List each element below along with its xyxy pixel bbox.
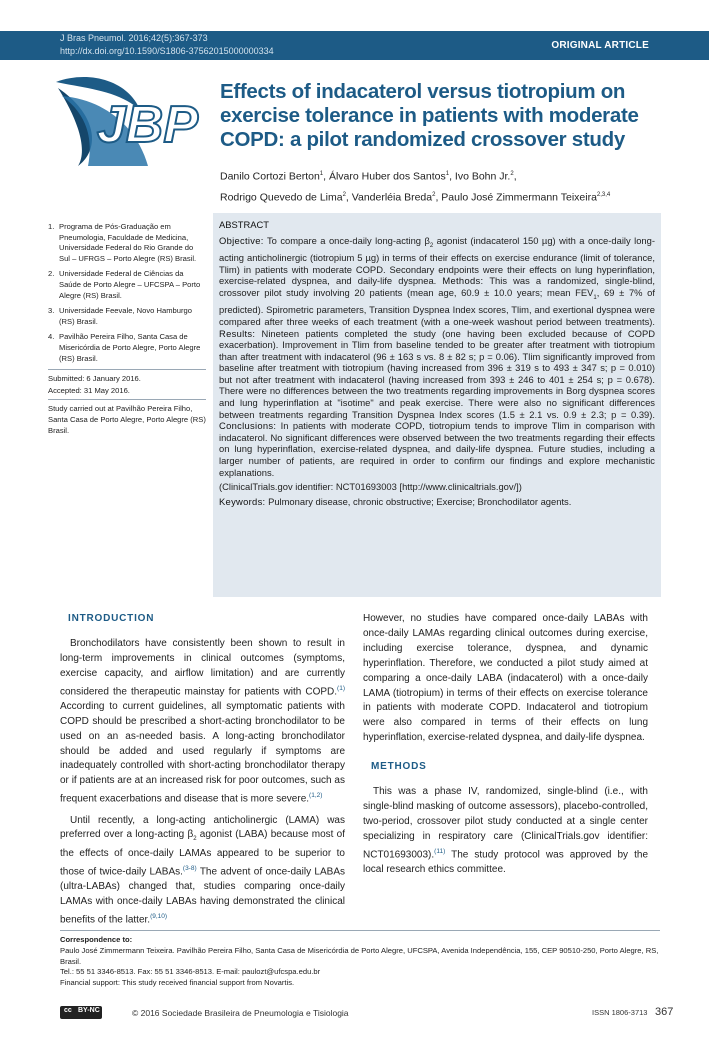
divider [48,369,206,370]
article-title: Effects of indacaterol versus tiotropium on exercise tolerance in patients with moderate COPD: a pilot randomized crossover study [220,80,639,151]
affiliation-list [48,222,206,364]
reference-link[interactable]: (1) [337,684,345,692]
correspondence-address: Paulo José Zimmermann Teixeira. Pavilhão Pereira Filho, Santa Casa de Misericórdia de Porto Alegre, UFCSPA, Avenida Independência, 155, CEP 90510-250, Porto Alegre, RS, Brasil. [60,946,659,966]
abstract-box [213,213,661,597]
page-footer [60,1003,675,1023]
introduction-heading: INTRODUCTION [68,613,155,624]
affiliations-sidebar [48,222,206,436]
reference-link[interactable]: (1,2) [309,792,323,800]
copyright-notice: © 2016 Sociedade Brasileira de Pneumologia e Tisiologia [132,1008,349,1018]
reference-link[interactable]: (9,10) [150,913,168,921]
article-type-label: ORIGINAL ARTICLE [551,40,649,51]
abstract-heading: ABSTRACT [219,219,270,230]
submitted-date: Submitted: 6 January 2016. [48,374,141,384]
journal-header-bar [0,31,709,60]
accepted-date: Accepted: 31 May 2016. [48,385,130,395]
body-column-left [60,612,345,935]
correspondence-heading: Correspondence to: [60,935,133,944]
submission-dates [48,374,206,396]
body-column-right [363,612,648,884]
correspondence-block [60,930,660,988]
methods-paragraph-1: This was a phase IV, randomized, single-blind (i.e., with single-blind masking of outcome assessors), placebo-controlled, two-period, crossover pilot study conducted at a single center specializing in respiratory care (ClinicalTrials.gov identifier: NCT01693003).$^{(11)}$ The study protocol was approved by the local research ethics committee. [363,786,648,875]
correspondence-contact: Tel.: 55 51 3346-8513. Fax: 55 51 3346-8513. E-mail: paulozt@ufcspa.edu.br [60,967,321,977]
methods-heading: METHODS [371,761,427,773]
jbp-logo [48,70,208,170]
intro-paragraph-1: Bronchodilators have consistently been shown to result in long-term improvements in clinical outcomes (symptoms, exercise capacity, and airflow limitation) and are currently considered the therapeutic mainstay for patients with COPD.$^{(1)}$ According to current guidelines, all symptomatic patients with COPD should be prescribed a short-acting bronchodilator to be used on an as-needed basis. A long-acting bronchodilator should be added and used regularly if symptoms are inadequately controlled with short-acting bronchodilator therapy or if patients are at an increased risk for poor outcomes, such as frequent exacerbations and disease that is more severe.$^{(1,2)}$ [60,637,345,805]
affiliation-item: 4. Pavilhão Pereira Filho, Santa Casa de Misericórdia de Porto Alegre, Porto Alegre (RS) Brasil. [48,332,201,363]
affiliation-item: 1. Programa de Pós-Graduação em Pneumologia, Faculdade de Medicina, Universidade Federal do Rio Grande do Sul – UFRGS – Porto Alegre (RS) Brasil. [48,222,197,263]
author-line-2: Rodrigo Quevedo de Lima$^2$, Vanderléia Breda$^2$, Paulo José Zimmermann Teixeira$^{2,3,4}$ [220,191,611,203]
trial-registry: (ClinicalTrials.gov identifier: NCT01693003 [http://www.clinicaltrials.gov/]) [219,481,522,493]
author-list [220,165,670,206]
author-line-1: Danilo Cortozi Berton$^1$, Álvaro Huber dos Santos$^1$, Ivo Bohn Jr.$^2$, [220,170,517,183]
jbp-logo-text: JBP [96,96,198,154]
intro-paragraph-3: However, no studies have compared once-daily LABAs with once-daily LAMAs regarding clinical outcomes during exercise, including exercise tolerance, dyspnea, and dynamic hyperinflation. Therefore, we conducted a pilot study aimed at comparing a once-daily LABA (indacaterol) with a once-daily LAMA (tiotropium) in terms of their effects on exercise tolerance in patients with moderate COPD. Indacaterol and tiotropium were also compared in terms of their effects on lung hyperinflation, exercise-related dyspnea, and daily-life dyspnea. [363,613,648,744]
journal-citation: J Bras Pneumol. 2016;42(5):367-373 [60,33,208,43]
doi-link[interactable]: http://dx.doi.org/10.1590/S1806-37562015000000334 [60,46,274,56]
issn: ISSN 1806-3713 [592,1008,648,1017]
study-location-note: Study carried out at Pavilhão Pereira Filho, Santa Casa de Porto Alegre, Porto Alegre (RS) Brasil. [48,404,206,435]
intro-paragraph-2: Until recently, a long-acting anticholinergic (LAMA) was preferred over a long-acting $\beta_2$ agonist (LABA) because most of the effects of once-daily LAMAs appeared to be superior to those of twice-daily LABAs.$^{(3-8)}$ The advent of once-daily LABAs (ultra-LABAs) changed that, studies comparing once-daily LAMAs with once-daily LABAs having demonstrated the clinical benefits of the latter.$^{(9,10)}$ [60,814,345,926]
page-number: 367 [655,1006,674,1018]
keywords: Keywords: Pulmonary disease, chronic obstructive; Exercise; Bronchodilator agents. [219,495,572,507]
cc-license-icon: cc BY-NC [60,1006,102,1019]
divider [48,399,206,400]
funding-note: Financial support: This study received financial support from Novartis. [60,977,295,987]
abstract-body: Objective: To compare a once-daily long-acting $\beta_2$ agonist (indacaterol 150 µg) with a once-daily long-acting anticholinergic (tiotropium 5 µg) in terms of their effects on exercise endurance (limit of tolerance, Tlim) in patients with moderate COPD. Secondary endpoints were their effects on lung hyperinflation, exercise-related dyspnea, and daily-life dyspnea. Methods: This was a randomized, single-blind, crossover pilot study involving 20 patients (mean age, 60.9 ± 10.0 years; mean $FEV_1$, 69 ± 7% of predicted). Spirometric parameters, Transition Dyspnea Index scores, Tlim, and exertional dyspnea were compared after three weeks of each treatment (with a one-week washout period between treatments). Results: Nineteen patients completed the study (one having been excluded because of COPD exacerbation). Improvement in Tlim from baseline tended to be greater after treatment with tiotropium than after treatment with indacaterol (96 ± 163 s vs. 8 ± 82 s; p = 0.06). Tlim significantly improved from baseline after treatment with tiotropium (having increased from 396 ± 319 s to 493 ± 347 s; p = 0.010) but not after treatment with indacaterol (having increased from 393 ± 246 to 401 ± 254 s; p = 0.678). There were no differences between the two treatments regarding improvements in Borg dyspnea scores and lung hyperinflation at "isotime" and peak exercise. There were also no significant differences between treatments regarding Transition Dyspnea Index scores (1.5 ± 2.1 vs. 0.9 ± 2.3; p = 0.39). Conclusions: In patients with moderate COPD, tiotropium tends to improve Tlim in comparison with indacaterol. No significant differences were observed between the two treatments regarding their effects on lung hyperinflation, exercise-related dyspnea, and daily-life dyspnea. Future studies, including a larger number of patients, are required in order to confirm our findings and explore mechanistic explanations. [219,234,655,478]
affiliation-item: 2. Universidade Federal de Ciências da Saúde de Porto Alegre – UFCSPA – Porto Alegre (RS) Brasil. [48,269,201,300]
reference-link[interactable]: (3-8) [182,865,197,873]
affiliation-item: 3. Universidade Feevale, Novo Hamburgo (RS) Brasil. [48,306,192,326]
reference-link[interactable]: (11) [434,847,446,855]
